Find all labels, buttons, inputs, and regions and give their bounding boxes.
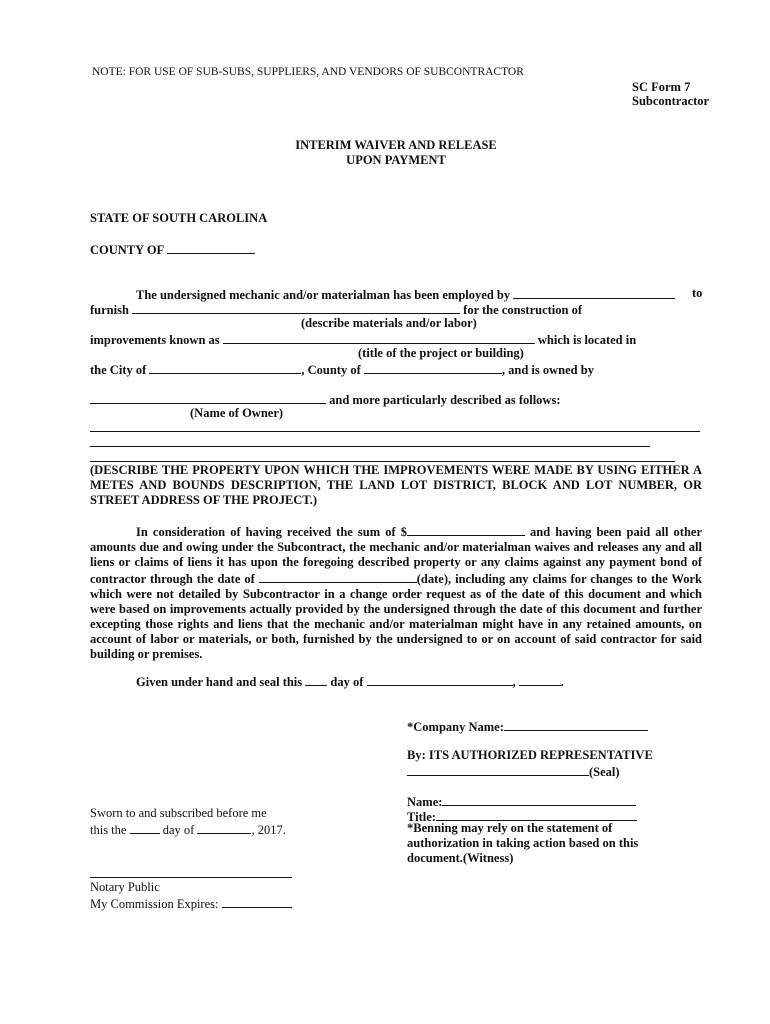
- city-line: [90, 361, 594, 378]
- notary-public-label: Notary Public: [90, 880, 160, 894]
- reliance-note: *Benning may rely on the statement of authorization in taking action based on this document.(Witness): [407, 821, 639, 865]
- document-title-line1: INTERIM WAIVER AND RELEASE: [295, 138, 497, 152]
- company-name-line: [407, 718, 648, 735]
- property-description-line-2[interactable]: [90, 446, 650, 447]
- consideration-start: In consideration of having received the sum of $: [136, 525, 407, 539]
- given-comma: ,: [512, 675, 516, 689]
- county-label: COUNTY OF: [90, 243, 164, 257]
- project-title-hint: (title of the project or building): [358, 346, 524, 360]
- title-field[interactable]: [436, 808, 637, 821]
- name-label: Name:: [407, 795, 443, 809]
- consideration-text-2: (date), including any claims for changes to the Work which were not detailed by Subcontractor in a change order request as of the date of this document and which were based on improvements actually provided by the undersigned through the date of this document and further excepting those rights and liens that the mechanic and/or materialman might have in any retained amounts, on account of labor or materials, or both, furnished by the undersigned to or on account of said contractor for said building or premises.: [90, 572, 702, 661]
- through-date-field[interactable]: [259, 570, 417, 583]
- notary-signature-line[interactable]: [90, 877, 292, 878]
- commission-line: [90, 895, 292, 912]
- form-number: SC Form 7: [632, 80, 691, 94]
- state-label: STATE OF SOUTH CAROLINA: [90, 211, 268, 225]
- notary-month-field[interactable]: [197, 821, 251, 834]
- owned-by-text: , and is owned by: [501, 363, 594, 377]
- sworn-text: Sworn to and subscribed before me: [90, 806, 267, 820]
- commission-expires-field[interactable]: [222, 895, 292, 908]
- this-the-text: this the: [90, 823, 127, 837]
- owner-field[interactable]: [90, 391, 326, 404]
- improvements-text: improvements known as: [90, 333, 220, 347]
- to-text: to: [692, 286, 703, 300]
- employed-by-text: The undersigned mechanic and/or materialman has been employed by: [136, 288, 511, 302]
- notary-year: , 2017.: [251, 823, 286, 837]
- notary-day-of: day of: [162, 823, 195, 837]
- described-text: and more particularly described as follows:: [329, 393, 561, 407]
- city-label: the City of: [90, 363, 147, 377]
- seal-line: [407, 763, 620, 780]
- county-line: [90, 241, 255, 258]
- project-title-field[interactable]: [223, 331, 535, 344]
- usage-note: NOTE: FOR USE OF SUB-SUBS, SUPPLIERS, AND VENDORS OF SUBCONTRACTOR: [92, 66, 524, 78]
- authorized-rep-label: By: ITS AUTHORIZED REPRESENTATIVE: [407, 748, 653, 762]
- company-name-label: *Company Name:: [407, 720, 504, 734]
- given-day-of: day of: [330, 675, 364, 689]
- furnish-text: furnish: [90, 303, 129, 317]
- given-text: Given under hand and seal this: [136, 675, 303, 689]
- property-description-line-3[interactable]: [90, 461, 675, 462]
- county-field[interactable]: [167, 241, 255, 254]
- month-field[interactable]: [367, 673, 513, 686]
- owner-hint: (Name of Owner): [190, 406, 284, 420]
- commission-expires-label: My Commission Expires:: [90, 897, 219, 911]
- contractor-field[interactable]: [513, 286, 675, 299]
- property-description-line-1[interactable]: [90, 431, 700, 432]
- describe-materials-hint: (describe materials and/or labor): [301, 316, 477, 330]
- located-in-text: which is located in: [537, 333, 637, 347]
- city-field[interactable]: [149, 361, 301, 374]
- company-name-field[interactable]: [504, 718, 648, 731]
- notary-day-field[interactable]: [130, 821, 160, 834]
- notary-date-line: [90, 821, 286, 838]
- seal-label: (Seal): [589, 765, 620, 779]
- sum-field[interactable]: [407, 523, 525, 536]
- form-type: Subcontractor: [632, 94, 710, 108]
- title-label: Title:: [407, 810, 436, 824]
- consideration-paragraph: [90, 523, 702, 662]
- signature-field[interactable]: [407, 763, 589, 776]
- project-county-field[interactable]: [364, 361, 502, 374]
- materials-field[interactable]: [132, 301, 460, 314]
- day-field[interactable]: [305, 673, 327, 686]
- owner-line: [90, 391, 560, 408]
- document-title-line2: UPON PAYMENT: [346, 153, 446, 167]
- name-field[interactable]: [442, 793, 636, 806]
- consideration-text-1: and having been paid all other amounts due and owing under the Subcontract, the mechanic and/or materialman waives and releases any and all liens or claims of liens it has upon the foregoing described property or any claims against any payment bond of contractor through the date of: [90, 525, 702, 586]
- for-construction-text: for the construction of: [463, 303, 583, 317]
- given-line: [136, 673, 564, 690]
- given-period: .: [560, 675, 564, 689]
- describe-property-instruction: (DESCRIBE THE PROPERTY UPON WHICH THE IMPROVEMENTS WERE MADE BY USING EITHER A METES AND BOUNDS DESCRIPTION, THE LAND LOT DISTRICT, BLOCK AND LOT NUMBER, OR STREET ADDRESS OF THE PROJECT.): [90, 463, 702, 507]
- county-of-label: , County of: [301, 363, 361, 377]
- year-field[interactable]: [519, 673, 561, 686]
